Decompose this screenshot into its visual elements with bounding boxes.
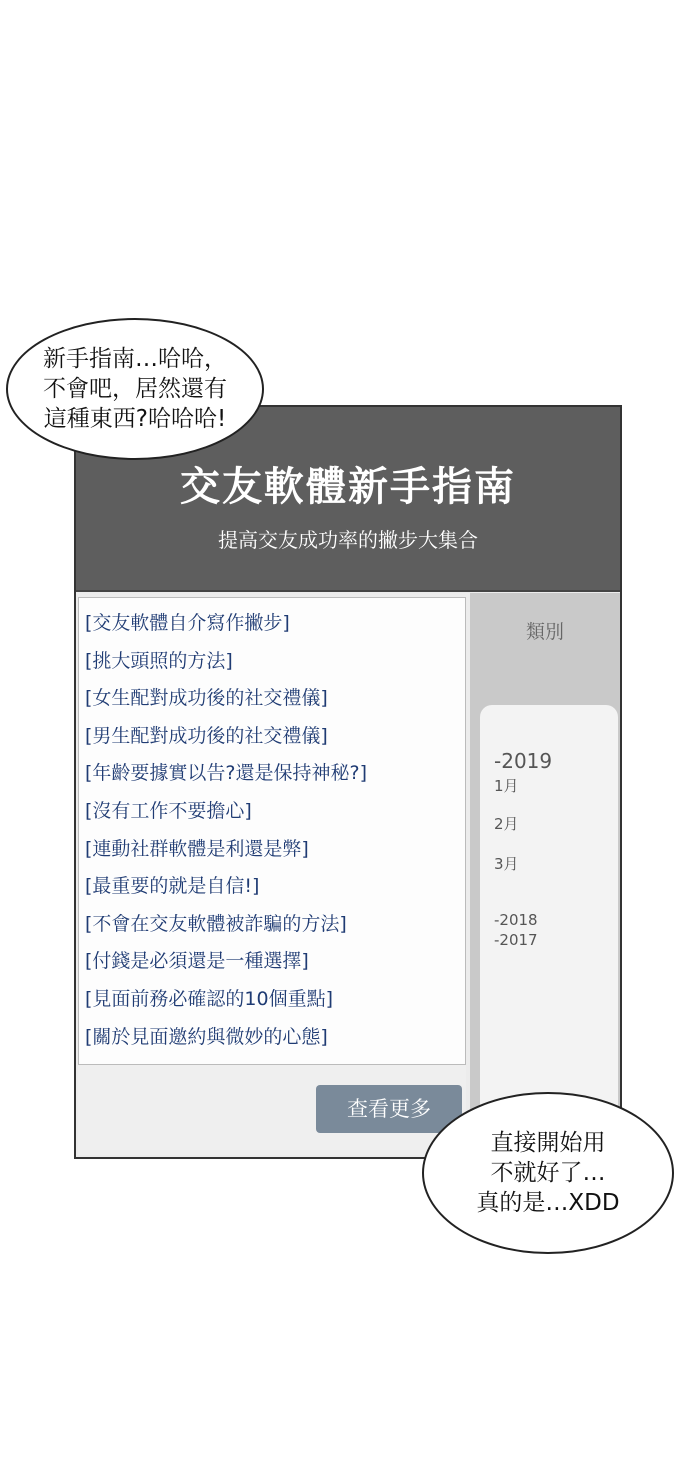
article-list-panel xyxy=(78,597,466,1065)
archive-card xyxy=(480,705,618,1157)
more-area xyxy=(78,1065,466,1155)
speech-bubble-bottom xyxy=(422,1092,674,1254)
speech-text xyxy=(476,1128,619,1218)
speech-line: 不會吧，居然還有 xyxy=(43,376,227,402)
month-link[interactable]: 2月 xyxy=(494,815,519,833)
article-link[interactable]: [交友軟體自介寫作撇步] xyxy=(85,612,290,634)
article-list xyxy=(85,608,367,1059)
article-link[interactable]: [沒有工作不要擔心] xyxy=(85,799,252,822)
article-link[interactable]: [見面前務必確認的10個重點] xyxy=(85,987,334,1010)
speech-bubble-top xyxy=(6,318,264,460)
guide-title: 交友軟體新手指南 xyxy=(180,464,516,510)
year-2019-link[interactable]: -2019 xyxy=(494,749,553,773)
article-link[interactable]: [不會在交友軟體被詐騙的方法] xyxy=(85,912,347,935)
article-link[interactable]: [男生配對成功後的社交禮儀] xyxy=(85,724,328,747)
month-link[interactable]: 1月 xyxy=(494,777,519,795)
view-more-button[interactable]: 查看更多 xyxy=(316,1085,462,1133)
speech-line: 不就好了… xyxy=(490,1160,606,1186)
speech-text xyxy=(43,344,227,434)
category-sidebar xyxy=(470,593,620,1157)
year-2018-link[interactable]: -2018 xyxy=(494,911,538,929)
article-link[interactable]: [關於見面邀約與微妙的心態] xyxy=(85,1025,328,1048)
speech-line: 真的是…XDD xyxy=(476,1190,620,1216)
article-link[interactable]: [最重要的就是自信!] xyxy=(85,875,260,898)
article-link[interactable]: [挑大頭照的方法] xyxy=(85,649,233,672)
article-link[interactable]: [付錢是必須還是一種選擇] xyxy=(85,950,309,973)
speech-line: 直接開始用 xyxy=(490,1130,606,1156)
year-2017-link[interactable]: -2017 xyxy=(494,931,538,949)
speech-line: 這種東西?哈哈哈! xyxy=(43,406,227,432)
category-label: 類別 xyxy=(525,621,564,643)
article-link[interactable]: [年齡要據實以告?還是保持神秘?] xyxy=(85,762,367,785)
speech-line: 新手指南…哈哈， xyxy=(43,346,227,372)
guide-window xyxy=(74,405,622,1159)
article-link[interactable]: [女生配對成功後的社交禮儀] xyxy=(85,687,328,710)
article-link[interactable]: [連動社群軟體是利還是弊] xyxy=(85,837,309,860)
month-link[interactable]: 3月 xyxy=(494,855,519,873)
guide-subtitle: 提高交友成功率的撇步大集合 xyxy=(218,528,478,552)
